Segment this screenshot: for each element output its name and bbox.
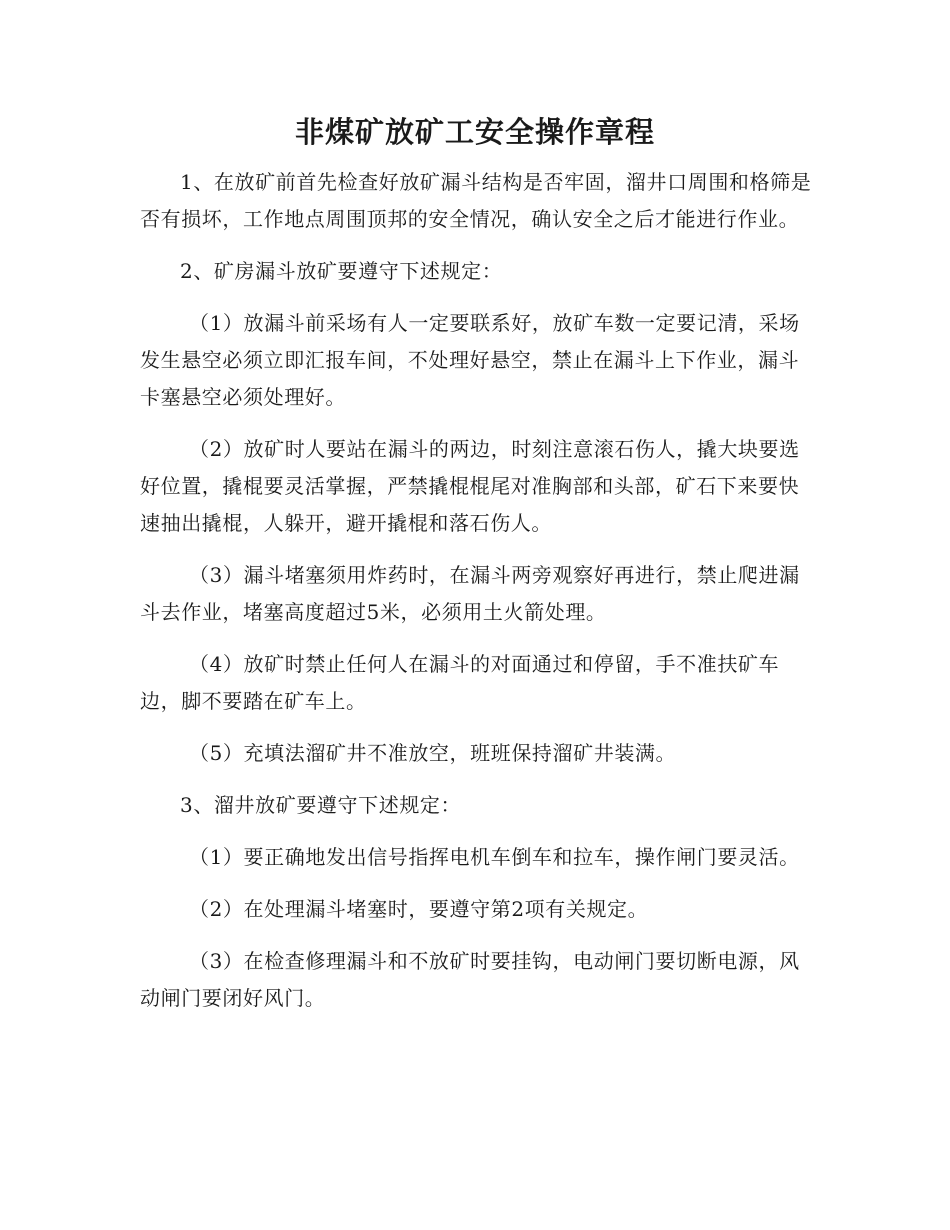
paragraph-3-1: （1）要正确地发出信号指挥电机车倒车和拉车，操作闸门要灵活。 — [189, 845, 800, 869]
paragraph-2-2: （2）放矿时人要站在漏斗的两边，时刻注意滚石伤人，撬大块要选好位置，撬棍要灵活掌握，严禁撬棍棍尾对准胸部和头部，矿石下来要快速抽出撬棍，人躲开，避开撬棍和落石伤人。 — [140, 437, 800, 535]
document-title: 非煤矿放矿工安全操作章程 — [294, 115, 655, 149]
paragraph-2-4: （4）放矿时禁止任何人在漏斗的对面通过和停留，手不准扶矿车边，脚不要踏在矿车上。 — [140, 652, 780, 713]
paragraph-1: 1、在放矿前首先检查好放矿漏斗结构是否牢固，溜井口周围和格筛是否有损坏，工作地点周围顶邦的安全情况，确认安全之后才能进行作业。 — [140, 170, 812, 231]
paragraph-3-2: （2）在处理漏斗堵塞时，要遵守第2项有关规定。 — [189, 897, 649, 921]
paragraph-2-3: （3）漏斗堵塞须用炸药时，在漏斗两旁观察好再进行，禁止爬进漏斗去作业，堵塞高度超过5米，必须用土火箭处理。 — [140, 563, 800, 624]
paragraph-2-1: （1）放漏斗前采场有人一定要联系好，放矿车数一定要记清，采场发生悬空必须立即汇报车间，不处理好悬空，禁止在漏斗上下作业，漏斗卡塞悬空必须处理好。 — [140, 311, 800, 409]
paragraph-3-3: （3）在检查修理漏斗和不放矿时要挂钩，电动闸门要切断电源，风动闸门要闭好风门。 — [140, 949, 800, 1010]
document-body — [140, 164, 812, 1032]
paragraph-3: 3、溜井放矿要遵守下述规定： — [180, 793, 462, 817]
paragraph-2: 2、矿房漏斗放矿要遵守下述规定： — [180, 259, 503, 283]
paragraph-2-5: （5）充填法溜矿井不准放空，班班保持溜矿井装满。 — [189, 741, 677, 765]
